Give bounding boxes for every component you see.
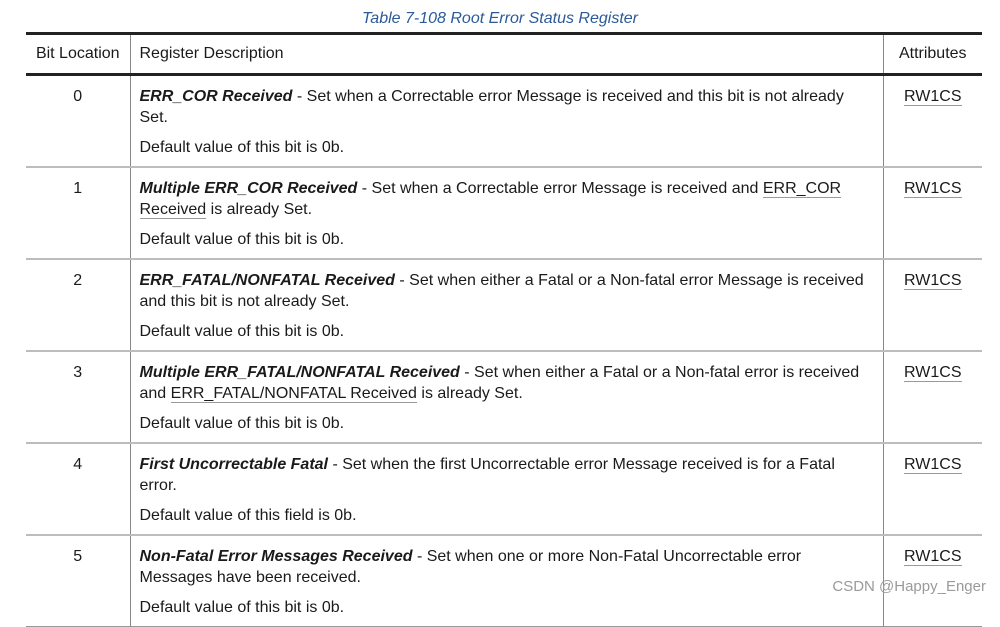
attribute-link[interactable]: RW1CS [904,180,962,197]
field-description: - Set when either a Fatal or a Non-fatal error Message is received and this bit is not already Set. [139,272,864,310]
attribute-link[interactable]: RW1CS [904,272,962,289]
bit-location-cell: 4 [26,443,130,535]
field-description: - Set when the first Uncorrectable error Message received is for a Fatal error. [139,456,835,494]
table-header [26,34,982,75]
field-description: - Set when a Correctable error Message is received and this bit is not already Set. [139,88,844,126]
description-cell [130,259,883,351]
table-row [26,167,982,259]
bit-location-cell: 0 [26,75,130,168]
register-table [26,32,982,627]
bit-location-cell: 5 [26,535,130,627]
table-row [26,443,982,535]
header-bit-location: Bit Location [26,34,130,75]
table-row [26,259,982,351]
field-name: ERR_FATAL/NONFATAL Received [139,272,395,289]
attribute-link[interactable]: RW1CS [904,548,962,565]
field-name: ERR_COR Received [139,88,293,105]
table-row [26,351,982,443]
default-value-text: Default value of this field is 0b. [139,507,357,524]
field-name: Multiple ERR_FATAL/NONFATAL Received [139,364,460,381]
description-cell [130,75,883,168]
default-value-text: Default value of this bit is 0b. [139,231,345,248]
bit-location-cell: 1 [26,167,130,259]
attribute-link[interactable]: RW1CS [904,88,962,105]
attribute-link[interactable]: RW1CS [904,364,962,381]
field-description: - Set when one or more Non-Fatal Uncorrectable error Messages have been received. [139,548,802,586]
field-name: First Uncorrectable Fatal [139,456,328,473]
description-cell [130,167,883,259]
bit-location-cell: 3 [26,351,130,443]
field-description-end: is already Set. [206,201,313,218]
default-value-text: Default value of this bit is 0b. [139,599,345,616]
field-reference-link[interactable]: ERR_COR Received [139,180,842,218]
description-cell [130,443,883,535]
default-value-text: Default value of this bit is 0b. [139,415,345,432]
description-cell [130,351,883,443]
attribute-link[interactable]: RW1CS [904,456,962,473]
default-value-text: Default value of this bit is 0b. [139,323,345,340]
field-reference-link[interactable]: ERR_FATAL/NONFATAL Received [170,385,417,402]
field-description-end: is already Set. [416,385,523,402]
header-attributes: Attributes [883,34,982,75]
description-cell [130,535,883,627]
watermark: CSDN @Happy_Enger [832,578,986,595]
default-value-text: Default value of this bit is 0b. [139,139,345,156]
bit-location-cell: 2 [26,259,130,351]
header-register-description: Register Description [130,34,883,75]
table-caption: Table 7-108 Root Error Status Register [362,10,638,27]
field-description: - Set when either a Fatal or a Non-fatal error is received and [139,364,860,402]
field-name: Multiple ERR_COR Received [139,180,358,197]
table-row [26,75,982,168]
field-name: Non-Fatal Error Messages Received [139,548,413,565]
field-description: - Set when a Correctable error Message is received and [357,180,763,197]
